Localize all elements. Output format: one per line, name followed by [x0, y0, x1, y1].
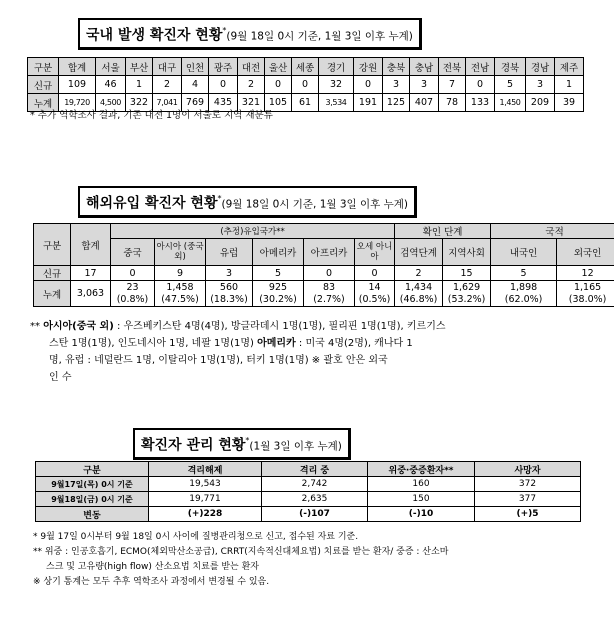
overseas-note-line-4: 인 수 — [49, 372, 72, 383]
cell-community-new: 15 — [443, 266, 491, 281]
overseas-title-sub: (9월 18일 0시 기준, 1월 3일 이후 누계) — [221, 198, 409, 211]
management-note-3: 스크 및 고유량(high flow) 산소요법 치료를 받는 환자 — [46, 562, 260, 572]
header-china: 중국 — [111, 239, 155, 266]
column-header: 광주 — [209, 58, 238, 76]
management-title-sub: (1월 3일 이후 누계) — [249, 440, 342, 453]
management-note-2: ** 위중 : 인공호흡기, ECMO(체외막산소공급), CRRT(지속적신대체요법) 치료를 받는 환자/ 중증 : 산소마 — [33, 547, 449, 557]
header-gubun: 구분 — [34, 224, 71, 266]
column-header: 합계 — [59, 58, 96, 76]
cell-europe-percent: (18.3%) — [206, 294, 253, 307]
header-america: 아메리카 — [253, 239, 304, 266]
cell-asia-cumulative: 1,458 — [155, 281, 206, 294]
table-row — [36, 507, 581, 522]
domestic-title-sub: (9월 18일 0시 기준, 1월 3일 이후 누계) — [226, 30, 413, 43]
table-cell: 7 — [439, 76, 466, 94]
table-cell: 0 — [265, 76, 292, 94]
note-prefix: ** — [30, 321, 40, 332]
column-header: 대구 — [153, 58, 182, 76]
cell-quarantine-new: 2 — [395, 266, 443, 281]
management-note-1: * 9월 17일 0시부터 9월 18일 0시 사이에 질병관리청으로 신고, 접수된 자료 기준. — [33, 532, 359, 542]
column-header: 격리해제 — [149, 462, 262, 477]
table-row — [28, 76, 584, 94]
column-header: 전남 — [466, 58, 495, 76]
cell-oceania-percent: (0.5%) — [355, 294, 395, 307]
table-cell: 46 — [96, 76, 126, 94]
case-management-title — [133, 428, 351, 460]
table-cell: 5 — [495, 76, 526, 94]
domestic-title-main: 국내 발생 확진자 현황 — [86, 27, 223, 44]
header-total: 합계 — [71, 224, 111, 266]
domestic-cases-title — [78, 18, 422, 50]
table-cell: 0 — [209, 76, 238, 94]
cell-europe-cumulative: 560 — [206, 281, 253, 294]
table-cell: 19,543 — [149, 477, 262, 492]
table-cell: 1 — [126, 76, 153, 94]
table-cell: 78 — [439, 94, 466, 112]
overseas-note-line-3: 명, 유럽 : 네덜란드 1명, 이탈리아 1명(1명), 터키 1명(1명) ※ 괄호 안은 외국 — [49, 355, 388, 366]
row-label: 9월18일(금) 0시 기준 — [36, 492, 149, 507]
table-cell: 105 — [265, 94, 292, 112]
header-africa: 아프리카 — [304, 239, 355, 266]
cell-america-cumulative: 925 — [253, 281, 304, 294]
table-cell: 3,534 — [319, 94, 354, 112]
table-cell: 3 — [410, 76, 439, 94]
table-cell: 377 — [475, 492, 581, 507]
cell-quarantine-percent: (46.8%) — [395, 294, 443, 307]
table-cell: 321 — [238, 94, 265, 112]
table-cell: 160 — [368, 477, 475, 492]
column-header: 서울 — [96, 58, 126, 76]
table-cell: 3 — [526, 76, 555, 94]
cell-china-percent: (0.8%) — [111, 294, 155, 307]
cell-asia-new: 9 — [155, 266, 206, 281]
row-label: 변동 — [36, 507, 149, 522]
table-cell: (+)228 — [149, 507, 262, 522]
table-cell: 133 — [466, 94, 495, 112]
table-cell: 322 — [126, 94, 153, 112]
table-row — [34, 294, 614, 307]
overseas-cases-title — [78, 186, 417, 218]
table-cell: 2 — [238, 76, 265, 94]
column-header: 구분 — [28, 58, 59, 76]
cell-america-new: 5 — [253, 266, 304, 281]
column-header: 전북 — [439, 58, 466, 76]
column-header: 충북 — [383, 58, 410, 76]
table-cell: (-)10 — [368, 507, 475, 522]
cell-korean-cumulative: 1,898 — [491, 281, 557, 294]
table-cell: 769 — [182, 94, 209, 112]
overseas-note-line-2 — [30, 335, 446, 352]
header-foreign: 외국인 — [557, 239, 614, 266]
overseas-note — [30, 318, 446, 386]
cell-total-cumulative: 3,063 — [71, 281, 111, 307]
column-header: 격리 중 — [262, 462, 368, 477]
table-cell: 2,742 — [262, 477, 368, 492]
table-header-row — [36, 462, 581, 477]
header-nationality: 국적 — [491, 224, 614, 239]
cell-china-new: 0 — [111, 266, 155, 281]
column-header: 충남 — [410, 58, 439, 76]
table-cell: 2 — [153, 76, 182, 94]
cell-africa-new: 0 — [304, 266, 355, 281]
table-header-row — [28, 58, 584, 76]
column-header: 구분 — [36, 462, 149, 477]
table-row — [34, 266, 614, 281]
table-cell: 0 — [466, 76, 495, 94]
overseas-title-sup: * — [217, 194, 222, 203]
table-cell: (+)5 — [475, 507, 581, 522]
management-note-4: ※ 상기 통계는 모두 추후 역학조사 과정에서 변경될 수 있음. — [33, 577, 270, 587]
table-cell: 407 — [410, 94, 439, 112]
header-asia: 아시아 (중국 외) — [155, 239, 206, 266]
cell-oceania-cumulative: 14 — [355, 281, 395, 294]
cell-china-cumulative: 23 — [111, 281, 155, 294]
cell-africa-cumulative: 83 — [304, 281, 355, 294]
table-cell: 1,450 — [495, 94, 526, 112]
column-header: 세종 — [292, 58, 319, 76]
table-cell: 372 — [475, 477, 581, 492]
table-row — [34, 281, 614, 294]
table-cell: 191 — [354, 94, 383, 112]
cell-total-new: 17 — [71, 266, 111, 281]
table-cell: 61 — [292, 94, 319, 112]
table-cell: 32 — [319, 76, 354, 94]
table-cell: 0 — [292, 76, 319, 94]
header-europe: 유럽 — [206, 239, 253, 266]
header-confirm-stage: 확인 단계 — [395, 224, 491, 239]
table-cell: 39 — [555, 94, 584, 112]
row-label: 9월17일(목) 0시 기준 — [36, 477, 149, 492]
column-header: 사망자 — [475, 462, 581, 477]
header-community: 지역사회 — [443, 239, 491, 266]
column-header: 부산 — [126, 58, 153, 76]
overseas-note-line-1 — [30, 318, 446, 335]
note-line-2b-text: : 미국 4명(2명), 캐나다 1 — [295, 338, 413, 349]
table-cell: 435 — [209, 94, 238, 112]
table-cell: 109 — [59, 76, 96, 94]
table-cell: 4,500 — [96, 94, 126, 112]
cell-foreign-percent: (38.0%) — [557, 294, 614, 307]
domestic-title-sup: * — [222, 26, 227, 35]
management-title-main: 확진자 관리 현황 — [141, 437, 246, 454]
column-header: 강원 — [354, 58, 383, 76]
header-oceania: 오세 아니아 — [355, 239, 395, 266]
cell-america-percent: (30.2%) — [253, 294, 304, 307]
row-label-cumulative: 누계 — [34, 281, 71, 307]
domestic-note: * 추가 역학조사 결과, 기존 대전 1명이 서울로 지역 재분류 — [30, 110, 273, 121]
domestic-cases-table — [27, 57, 584, 112]
table-cell: 125 — [383, 94, 410, 112]
table-cell: 0 — [354, 76, 383, 94]
column-header: 경기 — [319, 58, 354, 76]
cell-quarantine-cumulative: 1,434 — [395, 281, 443, 294]
column-header: 경남 — [526, 58, 555, 76]
table-cell: 7,041 — [153, 94, 182, 112]
cell-korean-percent: (62.0%) — [491, 294, 557, 307]
table-cell: 150 — [368, 492, 475, 507]
column-header: 대전 — [238, 58, 265, 76]
cell-europe-new: 3 — [206, 266, 253, 281]
header-korean: 내국인 — [491, 239, 557, 266]
case-management-table — [35, 461, 581, 522]
cell-community-cumulative: 1,629 — [443, 281, 491, 294]
table-row — [36, 477, 581, 492]
cell-foreign-cumulative: 1,165 — [557, 281, 614, 294]
note-america-label: 아메리카 — [257, 338, 296, 349]
table-cell: 19,720 — [59, 94, 96, 112]
management-title-sup: * — [245, 436, 250, 445]
note-line-1-text: : 우즈베키스탄 4명(4명), 방글라데시 1명(1명), 필리핀 1명(1명), 키르기스 — [113, 321, 446, 332]
table-cell: 3 — [383, 76, 410, 94]
cell-asia-percent: (47.5%) — [155, 294, 206, 307]
note-line-2-text: 스탄 1명(1명), 인도네시아 1명, 네팔 1명(1명) — [49, 338, 254, 349]
table-cell: 1 — [555, 76, 584, 94]
overseas-cases-table — [33, 223, 614, 307]
column-header: 위중·중증환자** — [368, 462, 475, 477]
row-label: 신규 — [28, 76, 59, 94]
table-row — [36, 492, 581, 507]
cell-africa-percent: (2.7%) — [304, 294, 355, 307]
table-cell: 2,635 — [262, 492, 368, 507]
cell-oceania-new: 0 — [355, 266, 395, 281]
header-inflow-country: (추정)유입국가** — [111, 224, 395, 239]
column-header: 울산 — [265, 58, 292, 76]
column-header: 경북 — [495, 58, 526, 76]
table-cell: 4 — [182, 76, 209, 94]
table-cell: (-)107 — [262, 507, 368, 522]
column-header: 인천 — [182, 58, 209, 76]
column-header: 제주 — [555, 58, 584, 76]
note-asia-label: 아시아(중국 외) — [43, 321, 114, 332]
table-cell: 209 — [526, 94, 555, 112]
header-quarantine: 검역단계 — [395, 239, 443, 266]
management-notes — [33, 530, 448, 590]
row-label: 누계 — [28, 94, 59, 112]
row-label-new: 신규 — [34, 266, 71, 281]
overseas-title-main: 해외유입 확진자 현황 — [86, 195, 218, 212]
table-cell: 19,771 — [149, 492, 262, 507]
cell-korean-new: 5 — [491, 266, 557, 281]
cell-community-percent: (53.2%) — [443, 294, 491, 307]
cell-foreign-new: 12 — [557, 266, 614, 281]
